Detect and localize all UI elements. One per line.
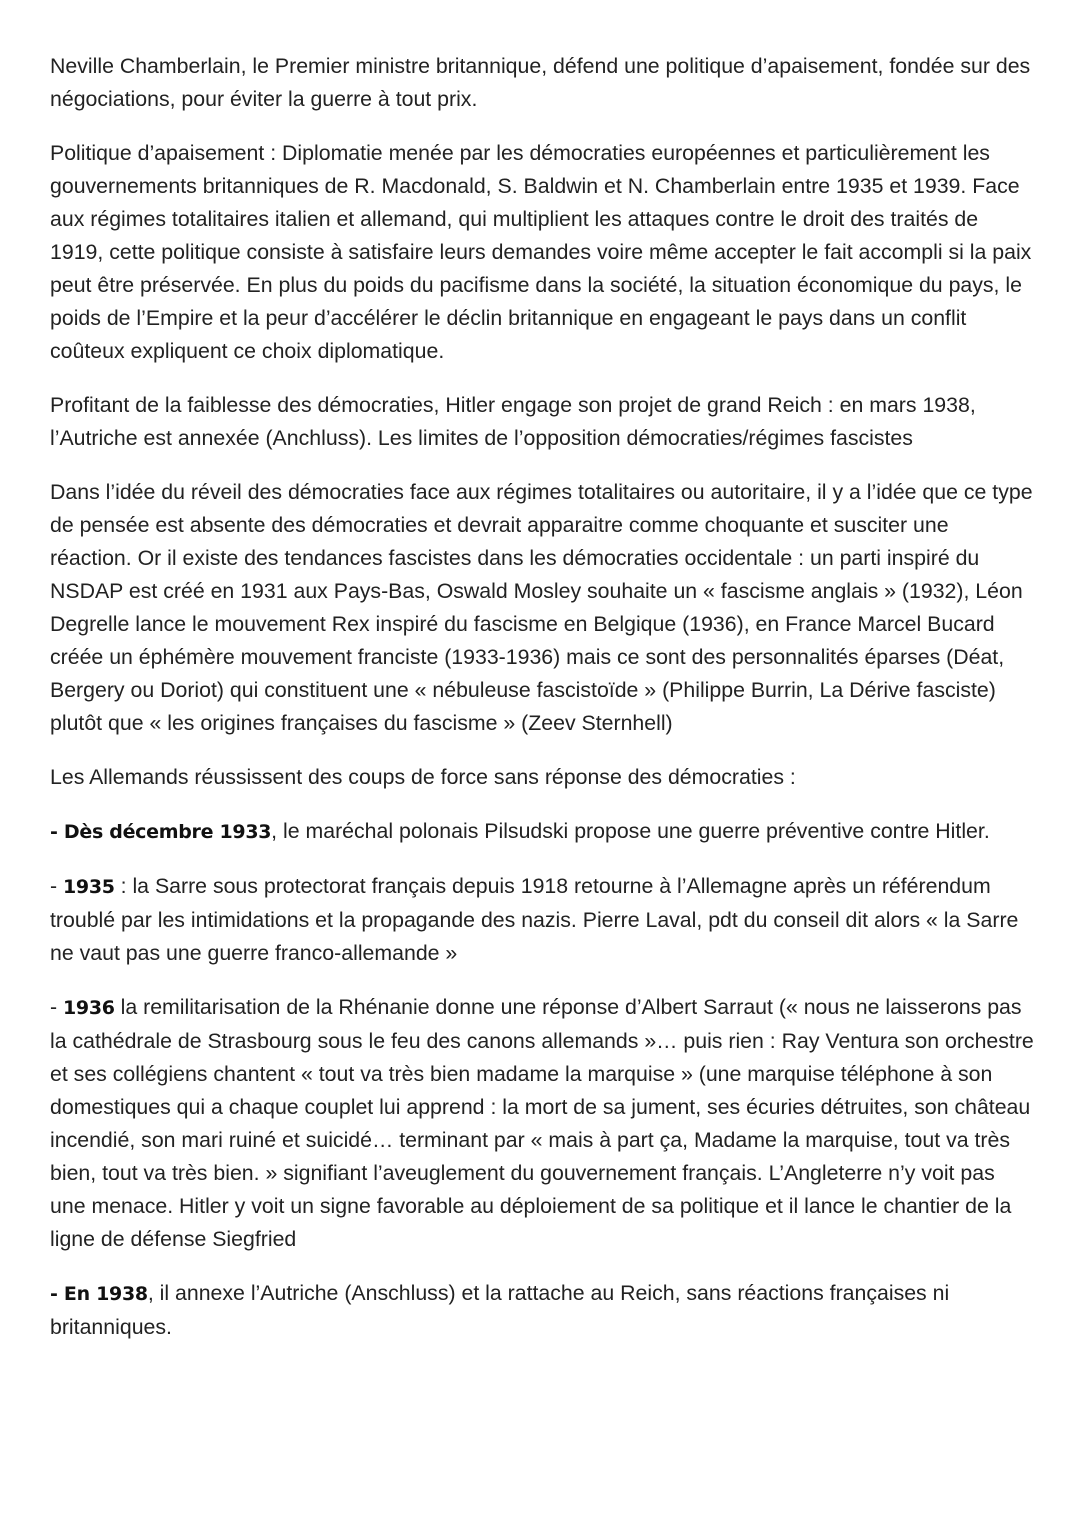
paragraph-text: Neville Chamberlain, le Premier ministre britannique, défend une politique d’apaisement, fondée sur des négociations, pour éviter la guerre à tout prix. xyxy=(50,54,1031,111)
bullet-prefix: - xyxy=(50,874,64,898)
paragraph-hitler-reich xyxy=(50,389,1035,455)
list-item-1935 xyxy=(50,870,1035,970)
paragraph-text: , il annexe l’Autriche (Anschluss) et la rattache au Reich, sans réactions françaises ni britanniques. xyxy=(50,1281,950,1339)
paragraph-text: Politique d’apaisement : Diplomatie menée par les démocraties européennes et particulièrement les gouvernements britanniques de R. Macdonald, S. Baldwin et N. Chamberlain entre 1935 et 1939. Face aux régimes totalitaires italien et allemand, qui multiplient les attaques contre le droit des traités de 1919, cette politique consiste à satisfaire leurs demandes voire même accepter le fait accompli si la paix peut être préservée. En plus du poids du pacifisme dans la société, la situation économique du pays, le poids de l’Empire et la peur d’accélérer le déclin britannique en engageant le pays dans un conflit coûteux expliquent ce choix diplomatique. xyxy=(50,141,1032,363)
date-label: 1936 xyxy=(63,997,115,1019)
date-label: - En 1938 xyxy=(50,1283,148,1305)
paragraph-text: Profitant de la faiblesse des démocraties, Hitler engage son projet de grand Reich : en mars 1938, l’Autriche est annexée (Anchluss). Les limites de l’opposition démocraties/régimes fascistes xyxy=(50,393,976,450)
list-item-1938 xyxy=(50,1277,1035,1344)
bullet-prefix: - xyxy=(50,995,64,1019)
list-item-1936 xyxy=(50,991,1035,1256)
paragraph-text: Dans l’idée du réveil des démocraties face aux régimes totalitaires ou autoritaire, il y a l’idée que ce type de pensée est absente des démocraties et devrait apparaitre comme choquante et susciter une réaction. Or il existe des tendances fascistes dans les démocraties occidentale : un parti inspiré du NSDAP est créé en 1931 aux Pays-Bas, Oswald Mosley souhaite un « fascisme anglais » (1932), Léon Degrelle lance le mouvement Rex inspiré du fascisme en Belgique (1936), en France Marcel Bucard créée un éphémère mouvement franciste (1933-1936) mais ce sont des personnalités éparses (Déat, Bergery ou Doriot) qui constituent une « nébuleuse fascistoïde » (Philippe Burrin, La Dérive fasciste) plutôt que « les origines françaises du fascisme » (Zeev Sternhell) xyxy=(50,480,1033,735)
list-item-1933 xyxy=(50,815,1035,849)
date-label: 1935 xyxy=(63,876,115,898)
paragraph-german-coups xyxy=(50,761,1035,794)
paragraph-chamberlain xyxy=(50,50,1035,116)
document-body xyxy=(50,50,1035,1365)
paragraph-appeasement-definition xyxy=(50,137,1035,368)
paragraph-text: : la Sarre sous protectorat français depuis 1918 retourne à l’Allemagne après un référendum troublé par les intimidations et la propagande des nazis. Pierre Laval, pdt du conseil dit alors « la Sarre ne vaut pas une guerre franco-allemande » xyxy=(50,874,1019,965)
paragraph-text: Les Allemands réussissent des coups de force sans réponse des démocraties : xyxy=(50,765,796,789)
date-label: - Dès décembre 1933 xyxy=(50,821,272,843)
paragraph-text: , le maréchal polonais Pilsudski propose une guerre préventive contre Hitler. xyxy=(271,819,990,843)
paragraph-fascist-tendencies xyxy=(50,476,1035,740)
paragraph-text: la remilitarisation de la Rhénanie donne une réponse d’Albert Sarraut (« nous ne laisserons pas la cathédrale de Strasbourg sous le feu des canons allemands »… puis rien : Ray Ventura son orchestre et ses collégiens chantent « tout va très bien madame la marquise » (une marquise téléphone à son domestiques qui a chaque couplet lui apprend : la mort de sa jument, ses écuries détruites, son château incendié, son mari ruiné et suicidé… terminant par « mais à part ça, Madame la marquise, tout va très bien, tout va très bien. » signifiant l’aveuglement du gouvernement français. L’Angleterre n’y voit pas une menace. Hitler y voit un signe favorable au déploiement de sa politique et il lance le chantier de la ligne de défense Siegfried xyxy=(50,995,1034,1251)
